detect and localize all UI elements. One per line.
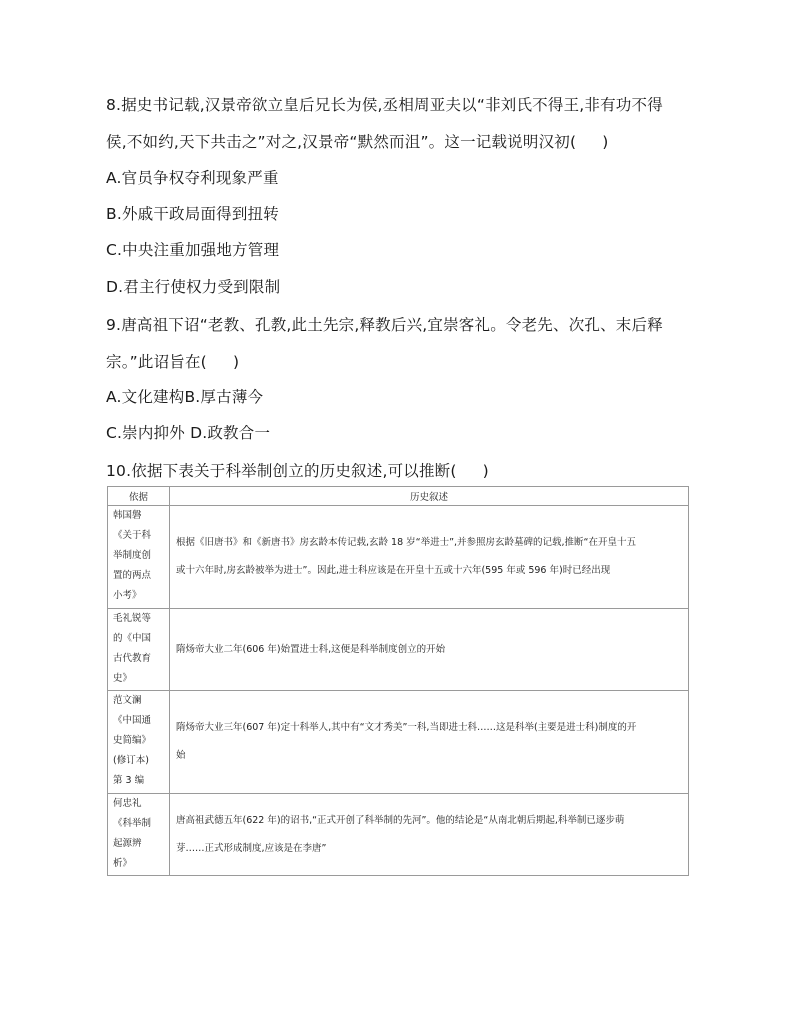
q9-options-line2: C.崇内抑外 D.政教合一	[106, 424, 271, 442]
row-narrative	[170, 794, 689, 876]
q10-stem	[106, 460, 489, 482]
q8-option-b: B.外戚干政局面得到扭转	[106, 205, 279, 223]
row-basis: 韩国磐 《关于科 举制度创 置的两点 小考》	[108, 506, 170, 609]
row-narrative	[170, 506, 689, 609]
narrative-line: 或十六年时,房玄龄被举为进士”。因此,进士科应该是在开皇十五或十六年(595 年或 596 年)时已经出现	[176, 565, 611, 576]
row-narrative	[170, 691, 689, 794]
q9-stem-line1: 9.唐高祖下诏“老教、孔教,此土先宗,释教后兴,宜崇客礼。令老先、次孔、末后释	[106, 316, 663, 334]
q8-stem-close: )	[602, 133, 609, 151]
header-narrative: 历史叙述	[170, 487, 689, 506]
q8-stem-line1: 8.据史书记载,汉景帝欲立皇后兄长为侯,丞相周亚夫以“非刘氏不得王,非有功不得	[106, 96, 663, 114]
table-row	[108, 794, 689, 876]
q8-option-d: D.君主行使权力受到限制	[106, 278, 281, 296]
q10-stem-text: 10.依据下表关于科举制创立的历史叙述,可以推断(	[106, 462, 457, 480]
table-row	[108, 609, 689, 691]
q9-options-line1: A.文化建构B.厚古薄今	[106, 388, 264, 406]
table-header-row	[108, 487, 689, 506]
narrative-line: 隋炀帝大业二年(606 年)始置进士科,这便是科举制度创立的开始	[176, 643, 446, 655]
q8-stem-line2	[106, 131, 608, 153]
narrative-line: 始	[176, 750, 186, 761]
q9-stem-text: 宗。”此诏旨在(	[106, 353, 207, 371]
history-table	[107, 486, 689, 876]
narrative-line: 根据《旧唐书》和《新唐书》房玄龄本传记载,玄龄 18 岁“举进士”,并参照房玄龄墓碑的记载,推断“在开皇十五	[176, 537, 636, 548]
narrative-line: 芽……正式形成制度,应该是在李唐”	[176, 842, 327, 854]
narrative-line: 隋炀帝大业三年(607 年)定十科举人,其中有“文才秀美”一科,当即进士科……这是科举(主要是进士科)制度的开	[176, 722, 637, 733]
header-basis: 依据	[108, 487, 170, 506]
row-narrative	[170, 609, 689, 691]
q8-option-a: A.官员争权夺利现象严重	[106, 169, 279, 187]
q10-stem-close: )	[482, 462, 489, 480]
narrative-line: 唐高祖武德五年(622 年)的诏书,“正式开创了科举制的先河”。他的结论是“从南北朝后期起,科举制已逐步萌	[176, 814, 625, 826]
row-basis: 何忠礼 《科举制 起源辨 析》	[108, 794, 170, 876]
table-row	[108, 506, 689, 609]
row-basis: 毛礼锐等 的《中国 古代教育 史》	[108, 609, 170, 691]
q8-stem-text: 侯,不如约,天下共击之”对之,汉景帝“默然而沮”。这一记载说明汉初(	[106, 133, 577, 151]
q9-stem-line2	[106, 351, 239, 373]
q8-option-c: C.中央注重加强地方管理	[106, 241, 280, 259]
table-row	[108, 691, 689, 794]
q9-stem-close: )	[232, 353, 240, 371]
row-basis: 范文澜 《中国通 史简编》 (修订本) 第 3 编	[108, 691, 170, 794]
